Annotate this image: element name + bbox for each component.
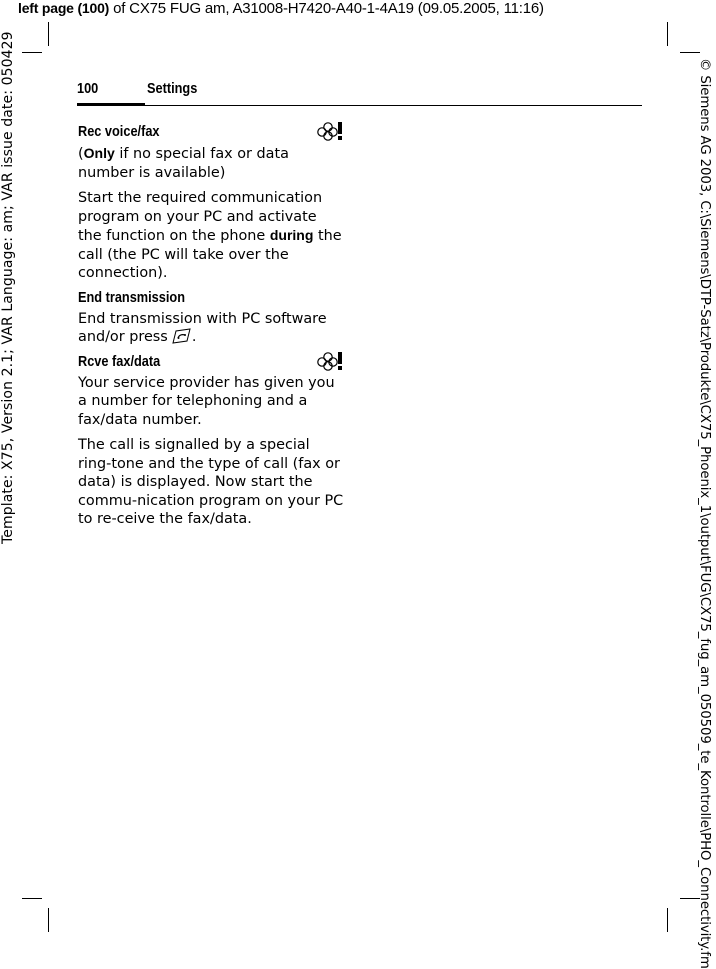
document-info: of CX75 FUG am, A31008-H7420-A40-1-4A19 (09.05.2005, 11:16) — [109, 0, 544, 17]
instruction: Start the required communication program on your PC and activate the function on the phone during the call (the PC will take over the connection). — [78, 190, 342, 281]
crop-mark — [48, 908, 49, 932]
paragraph: The call is signalled by a special ring-tone and the type of call (fax or data) is displayed. Now start the commu-nication program on your PC to re-ceive the fax/data. — [78, 437, 344, 527]
section-heading: Rec voice/fax — [78, 123, 160, 140]
document-info-line — [18, 0, 544, 17]
section-heading: Rcve fax/data — [78, 352, 161, 370]
crop-mark — [48, 22, 49, 46]
page-number: 100 — [77, 80, 99, 97]
content-column — [78, 122, 344, 529]
section-end-transmission — [78, 288, 344, 347]
paragraph: Your service provider has given you a number for telephoning and a fax/data number. — [78, 374, 335, 428]
instruction: End transmission with PC software and/or press . — [78, 310, 327, 345]
crop-mark — [667, 908, 668, 932]
crop-mark — [667, 22, 668, 46]
copyright-path: © Siemens AG 2003, C:\Siemens\DTP-Satz\Produkte\CX75_Phoenix_1\output\FUG\CX75_fug_am_050509_te_Kontrolle\PHO_Connectivity.fm — [697, 58, 712, 969]
section-heading: End transmission — [78, 288, 185, 306]
header-rule — [145, 105, 642, 106]
note: (Only if no special fax or data number is available) — [78, 145, 289, 181]
crop-mark — [22, 898, 42, 899]
network-service-icon — [316, 351, 344, 371]
section-rcve-fax-data — [78, 352, 344, 529]
page-label: left page (100) — [18, 0, 110, 16]
template-info: Template: X75, Version 2.1; VAR Language: am; VAR issue date: 050429 — [0, 31, 16, 544]
header-rule-accent — [77, 103, 145, 106]
end-call-key-icon — [170, 328, 192, 344]
page-title: Settings — [147, 80, 198, 97]
crop-mark — [22, 52, 42, 53]
crop-mark — [680, 52, 700, 53]
network-service-icon — [316, 121, 344, 141]
section-rec-voice-fax — [78, 122, 344, 283]
